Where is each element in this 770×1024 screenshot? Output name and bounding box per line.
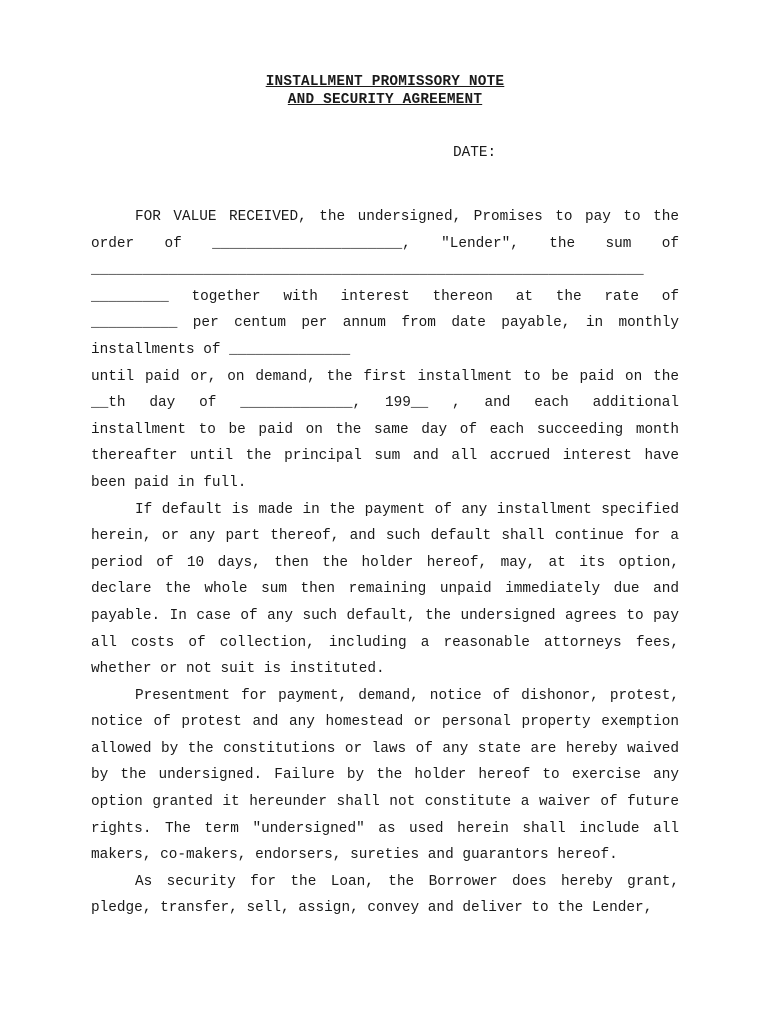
installments-line: installments of ______________: [91, 341, 351, 358]
due-day-line: __th day of _____________, 199__ , and each additional: [91, 395, 679, 412]
paragraph-default: If default is made in the payment of any installment specified herein, or any part thereof, and such default shall continue for a period of 10 days, then the holder hereof, may, at its option, declare the whole sum then remaining unpaid immediately due and payable. In case of any such default, the undersigned agrees to pay all costs of collection, including a reasonable attorneys fees, whether or not suit is instituted.: [91, 501, 679, 678]
installment-line: installment to be paid on the same day of each succeeding month: [91, 421, 679, 438]
paragraph-waiver: Presentment for payment, demand, notice of dishonor, protest, notice of protest and any homestead or personal property exemption allowed by the constitutions or laws of any state are hereby waived by the undersigned. Failure by the holder hereof to exercise any option granted it hereunder shall not constitute a waiver of future rights. The term "undersigned" as used herein shall include all makers, co-makers, endorsers, sureties and guarantors hereof.: [91, 687, 679, 864]
thereafter-line: thereafter until the principal sum and all accrued interest have: [91, 448, 679, 465]
interest-rate-line: _________ together with interest thereon at the rate of: [91, 288, 679, 305]
paragraph-payment-terms: [91, 204, 679, 497]
date-label: DATE:: [453, 145, 497, 161]
sum-blank-line: ________________________________________________________________: [91, 262, 644, 279]
document-title-line1: INSTALLMENT PROMISSORY NOTE: [265, 74, 505, 90]
per-centum-line: __________ per centum per annum from date payable, in monthly: [91, 315, 679, 332]
paid-in-full-line: been paid in full.: [91, 474, 247, 491]
first-installment-line: until paid or, on demand, the first installment to be paid on the: [91, 368, 679, 385]
document-title-line2: AND SECURITY AGREEMENT: [287, 92, 483, 108]
payment-terms-line: FOR VALUE RECEIVED, the undersigned, Promises to pay to the: [135, 209, 679, 225]
lender-line: order of ______________________, "Lender", the sum of: [91, 235, 679, 252]
document-body: [91, 204, 679, 922]
paragraph-security: As security for the Loan, the Borrower does hereby grant, pledge, transfer, sell, assign, convey and deliver to the Lender,: [91, 873, 679, 917]
